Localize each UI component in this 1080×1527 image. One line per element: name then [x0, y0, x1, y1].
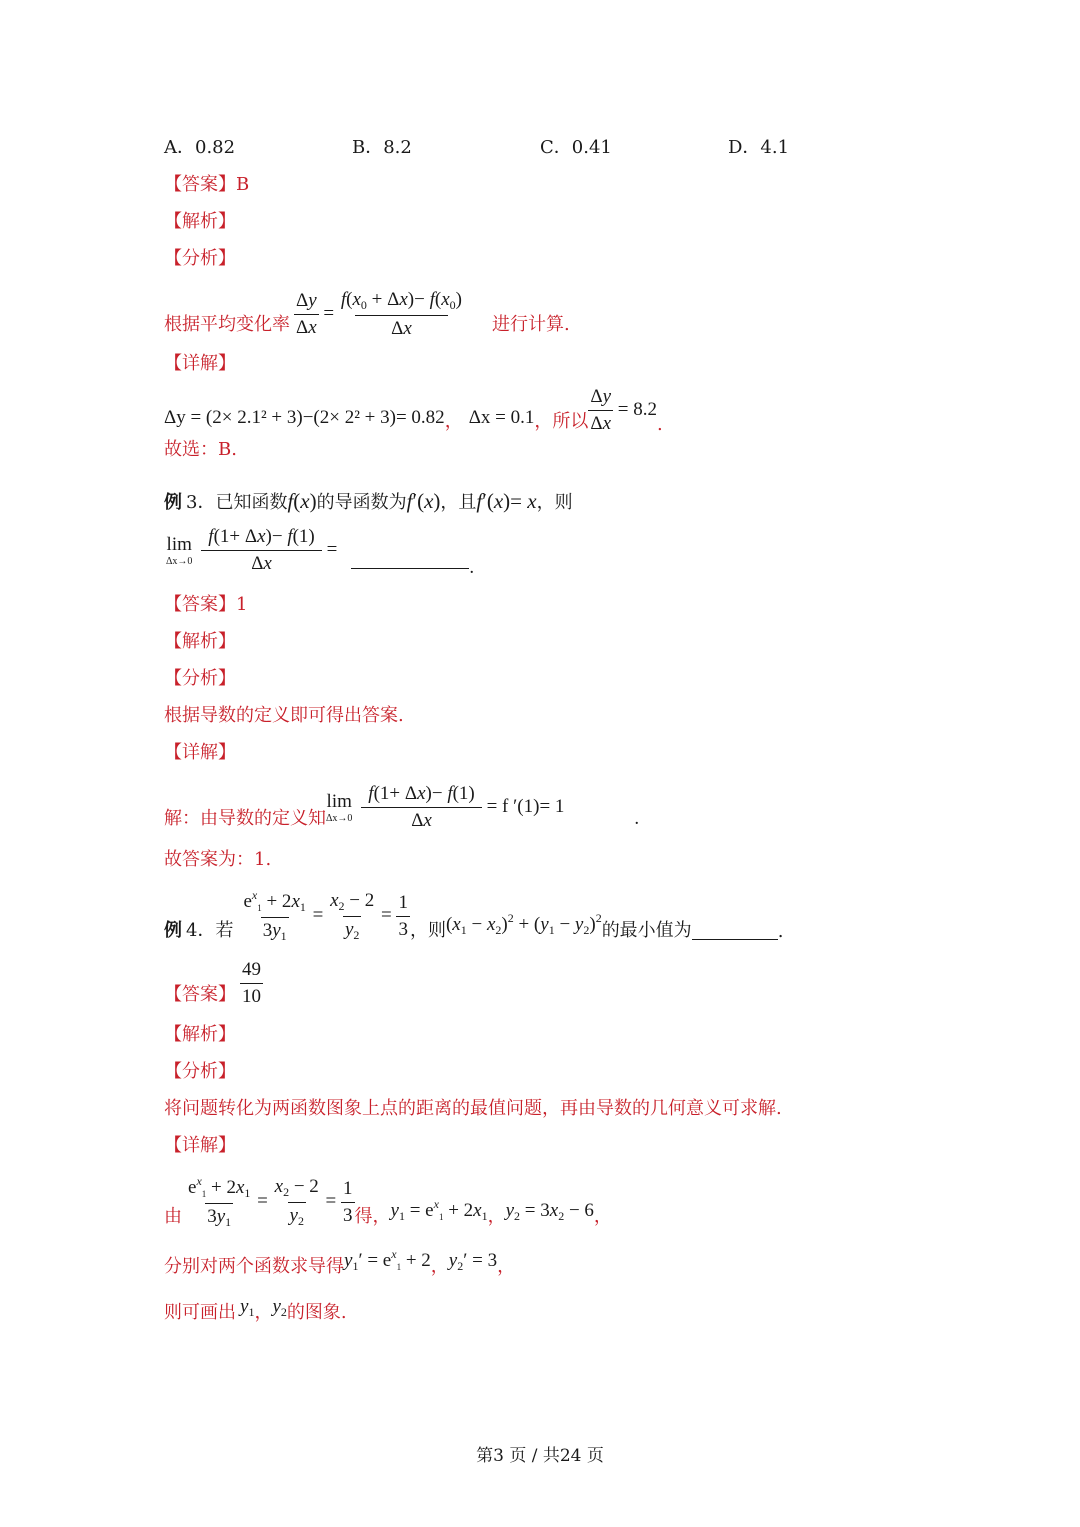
- ex4-y1-derivative: $y_1' = e^x_1 + 2$: [344, 1247, 431, 1273]
- ex3-analysis: 根据导数的定义即可得出答案.: [164, 705, 404, 726]
- example3-text-2: 的导函数为: [316, 492, 407, 513]
- answer-tag: 【答案】: [164, 174, 236, 195]
- fenxi-heading: 【分析】: [164, 248, 236, 269]
- ex4-answer-fraction: [240, 959, 263, 1008]
- ex4-answer-denominator: 10: [240, 983, 263, 1008]
- analysis-pre: 根据平均变化率: [164, 314, 290, 335]
- ex4-line2-pre: 分别对两个函数求导得: [164, 1256, 344, 1277]
- ex4-de-text: 得，: [354, 1206, 391, 1227]
- analysis-post: 进行计算.: [491, 314, 570, 335]
- answer-blank: [351, 568, 469, 569]
- example4-question: 例 4． 若 $\frac{e^x_1 + 2x_1}{3y_1}$ = $\frac{x_2 - 2}{y_2}$ = $\frac{1}{3}$ ，则 $(x_1 - x_2)^2 + (y_1 - y_2)^2$ 的最小值为 .: [164, 888, 784, 943]
- ex3-answer-value: 1: [236, 594, 248, 615]
- avg-rate-formula: $\frac{\Delta y}{\Delta x}$ = $\frac{f(x_0 + \Delta x)- f(x_0)}{\Delta x}$: [296, 289, 462, 339]
- detail-line: Δy = (2× 2.1² + 3)−(2× 2² + 3)= 0.82 ， Δx = 0.1 ， 所以 $\frac{\Delta y}{\Delta x}$ = 8.2 .: [164, 386, 663, 435]
- jiexi-heading: 【解析】: [164, 211, 236, 232]
- result-value: = 8.2: [617, 398, 657, 420]
- ex4-line3-pre: 则可画出: [164, 1302, 236, 1323]
- example4-number: 4．: [186, 920, 216, 941]
- fx-expr: f(x): [287, 489, 317, 513]
- ex4-detail-line-2: 分别对两个函数求导得 $y_1' = e^x_1 + 2$ ， $y_2' = 3$ ，: [164, 1247, 516, 1277]
- ex3-answer-row: [164, 590, 247, 616]
- ex4-answer-row: [164, 952, 263, 1008]
- ex3-xiangjie: 【详解】: [164, 742, 236, 763]
- ex4-answer-tag: 【答案】: [164, 984, 236, 1005]
- choose-line: 故选：B.: [164, 439, 237, 460]
- analysis-line: [164, 280, 570, 340]
- example3-number: 3．: [186, 492, 216, 513]
- example4-text-3: 的最小值为: [601, 920, 692, 941]
- ex3-solution-line: 解：由导数的定义知 lim Δx→0 $\frac{f(1+ \Delta x)- f(1)}{\Delta x}$ = f ′(1)= 1 .: [164, 783, 640, 831]
- dx-equation: Δx = 0.1: [468, 407, 535, 428]
- ex4-jiexi: 【解析】: [164, 1024, 236, 1045]
- example3-text-3: ，且: [440, 492, 477, 513]
- ex4-fenxi: 【分析】: [164, 1061, 236, 1082]
- page-footer: 第3 页 / 共24 页: [476, 1446, 604, 1466]
- option-c: C．0.41: [540, 137, 612, 158]
- ex3-answer-tag: 【答案】: [164, 594, 236, 615]
- example4-text-2: ，则: [409, 920, 446, 941]
- comma-2: ，: [534, 411, 553, 432]
- ex4-given-equation: $\frac{e^x_1 + 2x_1}{3y_1}$ = $\frac{x_2 - 2}{y_2}$ = $\frac{1}{3}$: [243, 888, 408, 943]
- option-d: D．4.1: [728, 137, 790, 158]
- ex4-y1-symbol: $y_1$: [240, 1296, 255, 1319]
- answer-value: B: [236, 174, 250, 195]
- example3-text-1: 已知函数: [215, 492, 288, 513]
- ex4-y2-def: $y_2 = 3x_2 - 6$: [505, 1200, 594, 1223]
- comma-1: ，: [444, 411, 463, 432]
- answer-row: [164, 170, 249, 196]
- fprime-eq-x: f′(x)= x: [476, 489, 537, 513]
- ex4-y1-def: $y_1 = e^x_1 + 2x_1$: [390, 1197, 488, 1223]
- ex3-fenxi: 【分析】: [164, 668, 236, 689]
- ex3-conclusion: 故答案为：1.: [164, 849, 272, 870]
- example3-limit-line: lim Δx→0 $\frac{f(1+ \Delta x)- f(1)}{\Delta x}$ = .: [166, 525, 475, 578]
- option-a: A．0.82: [164, 137, 236, 158]
- ex4-y2-derivative: $y_2' = 3$: [448, 1250, 498, 1273]
- ex4-detail-line-3: [164, 1292, 347, 1326]
- ex4-line3-post: 的图象.: [286, 1302, 347, 1323]
- dy-dx-result: $\frac{\Delta y}{\Delta x}$ = 8.2: [590, 386, 657, 434]
- ex3-solution-pre: 解：由导数的定义知: [164, 808, 326, 829]
- example4-label: 例: [164, 920, 182, 941]
- example3-question: [164, 478, 573, 514]
- ex3-solution-formula: lim Δx→0 $\frac{f(1+ \Delta x)- f(1)}{\Delta x}$ = f ′(1)= 1: [326, 783, 565, 831]
- option-b: B．8.2: [352, 137, 412, 158]
- fprime-expr: f′(x): [406, 489, 441, 513]
- limit-expression: lim Δx→0 $\frac{f(1+ \Delta x)- f(1)}{\Delta x}$ =: [166, 525, 338, 574]
- example3-label: 例: [164, 492, 182, 513]
- ex4-y2-symbol: $y_2$: [272, 1296, 287, 1319]
- ex4-answer-blank: [692, 939, 778, 940]
- ex4-detail-line-1: 由 $\frac{e^x_1 + 2x_1}{3y_1}$ = $\frac{x_2 - 2}{y_2}$ = $\frac{1}{3}$ 得， $y_1 = e^x_1 + 2x_1$ ， $y_2 = 3x_2 - 6$ ，: [164, 1174, 612, 1229]
- ex4-you-text: 由: [164, 1206, 182, 1227]
- ex4-xiangjie: 【详解】: [164, 1135, 236, 1156]
- xiangjie-heading: 【详解】: [164, 353, 236, 374]
- ex4-distance-expr: $(x_1 - x_2)^2 + (y_1 - y_2)^2$: [445, 911, 602, 937]
- ex4-detail-equation: $\frac{e^x_1 + 2x_1}{3y_1}$ = $\frac{x_2 - 2}{y_2}$ = $\frac{1}{3}$: [188, 1174, 353, 1229]
- ex4-line3-mid: ，: [254, 1302, 273, 1323]
- suoyi-text: 所以: [552, 411, 589, 432]
- ex4-analysis: 将问题转化为两函数图象上点的距离的最值问题，再由导数的几何意义可求解.: [164, 1098, 782, 1119]
- example4-text-1: 若: [215, 920, 234, 941]
- ex3-solution-result: = f ′(1)= 1: [486, 795, 565, 817]
- example3-text-4: ，则: [536, 492, 573, 513]
- ex4-answer-numerator: 49: [242, 959, 261, 980]
- dy-equation: Δy = (2× 2.1² + 3)−(2× 2² + 3)= 0.82: [164, 407, 445, 428]
- ex3-jiexi: 【解析】: [164, 631, 236, 652]
